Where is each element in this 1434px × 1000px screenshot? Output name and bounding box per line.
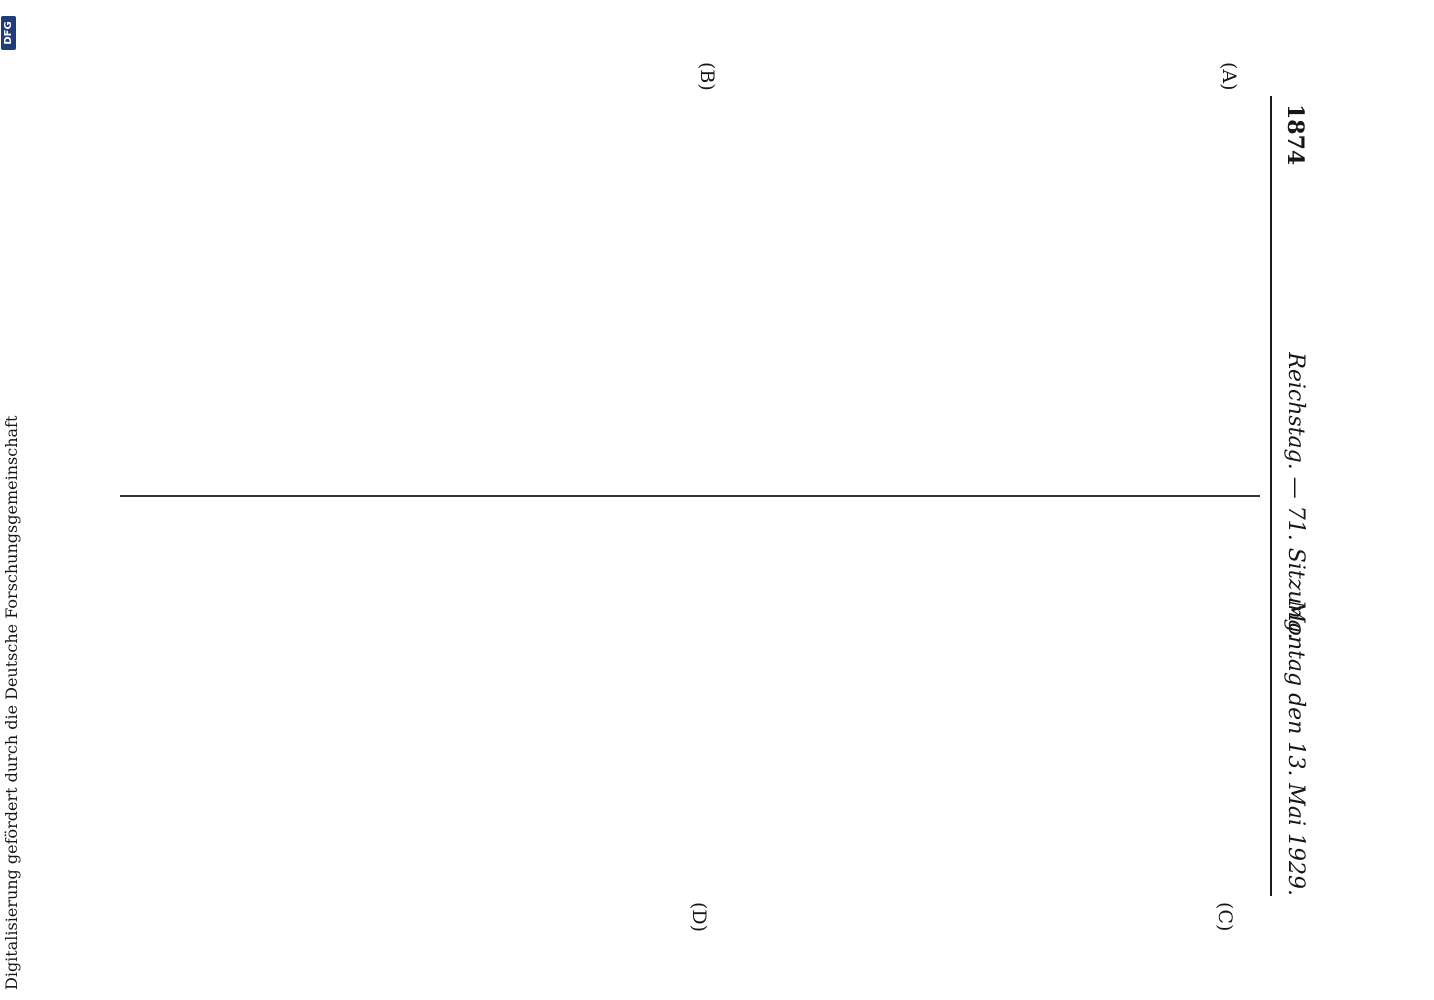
paragraph xyxy=(1114,508,1135,896)
margin-marker-a: (A) xyxy=(1218,62,1240,91)
digitization-credit: Digitalisierung gefördert durch die Deutsche Forschungsgemeinschaft xyxy=(2,415,21,990)
paragraph xyxy=(1164,96,1185,484)
margin-marker-d: (D) xyxy=(688,902,710,933)
paragraph xyxy=(1189,508,1210,896)
paragraph xyxy=(1114,96,1135,484)
session-date: Montag den 13. Mai 1929. xyxy=(1283,600,1308,896)
page-number: 1874 xyxy=(1282,104,1308,166)
left-column xyxy=(120,96,1260,484)
paragraph xyxy=(1164,508,1185,896)
paragraph xyxy=(1214,508,1235,896)
digitization-note xyxy=(0,0,20,1000)
dfg-logo: DFG xyxy=(1,16,16,50)
right-column xyxy=(120,508,1260,896)
running-header xyxy=(1276,96,1316,896)
header-rule xyxy=(1270,96,1272,896)
paragraph xyxy=(1189,96,1210,484)
paragraph xyxy=(1139,96,1160,484)
paragraph xyxy=(1064,508,1085,896)
paragraph xyxy=(1089,96,1110,484)
running-head: Reichstag. — 71. Sitzung. xyxy=(1283,352,1308,640)
margin-marker-c: (C) xyxy=(1214,902,1236,932)
paragraph xyxy=(1139,508,1160,896)
paragraph xyxy=(1064,96,1085,484)
paragraph xyxy=(1214,96,1235,484)
paragraph xyxy=(1089,508,1110,896)
page-body xyxy=(116,62,1316,933)
paragraph xyxy=(1039,96,1060,484)
paragraph xyxy=(1239,96,1260,484)
paragraph xyxy=(1239,508,1260,896)
column-divider xyxy=(120,495,1260,497)
margin-marker-b: (B) xyxy=(696,62,718,91)
